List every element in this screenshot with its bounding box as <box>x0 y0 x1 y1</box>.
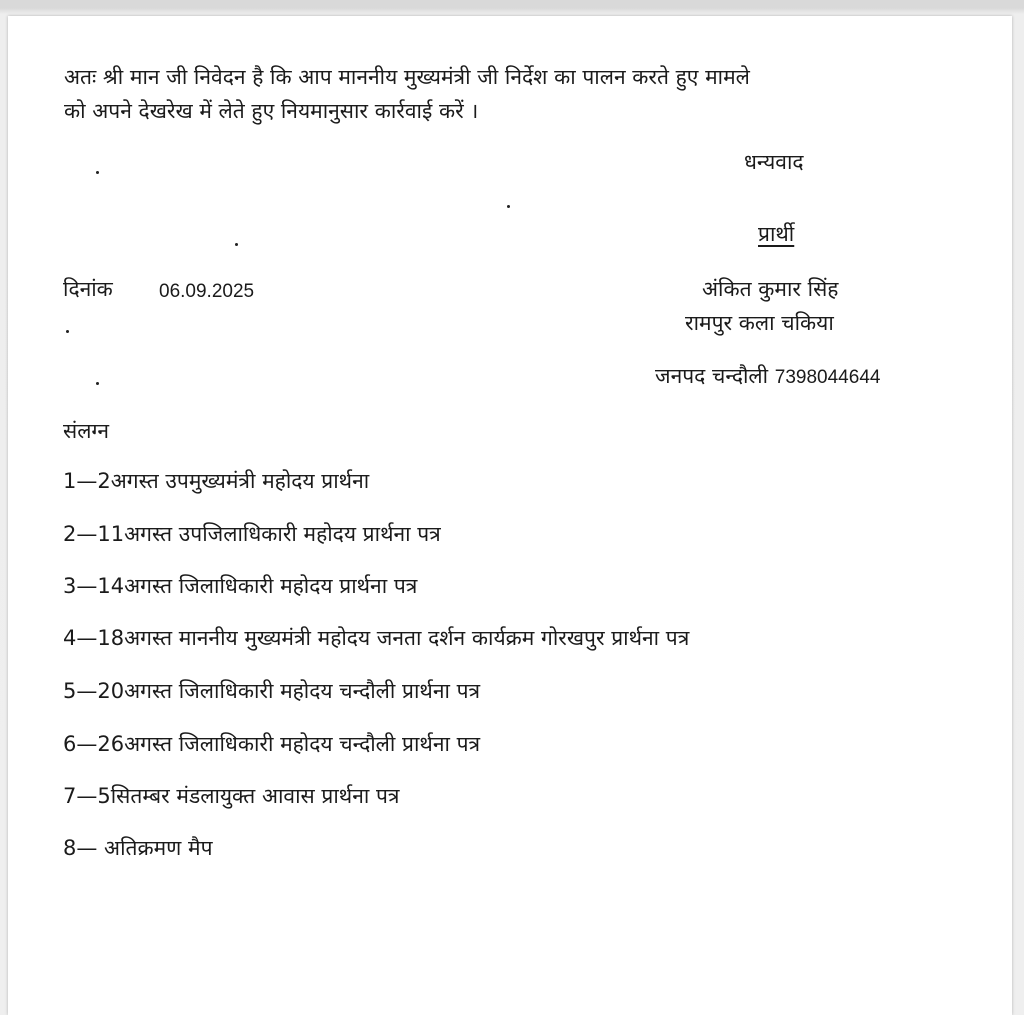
sender-name: अंकित कुमार सिंह <box>702 277 839 301</box>
date-value: 06.09.2025 <box>159 281 255 302</box>
attachment-item: 8— अतिक्रमण मैप <box>63 836 213 860</box>
attachment-item: 3—14अगस्त जिलाधिकारी महोदय प्रार्थना पत्र <box>63 574 418 598</box>
body-line-1: अतः श्री मान जी निवेदन है कि आप माननीय मुख्यमंत्री जी निर्देश का पालन करते हुए मामले <box>64 65 750 89</box>
attachment-item: 7—5सितम्बर मंडलायुक्त आवास प्रार्थना पत्र <box>63 784 400 808</box>
stray-dot <box>235 243 238 246</box>
attachment-item: 6—26अगस्त जिलाधिकारी महोदय चन्दौली प्रार्थना पत्र <box>63 732 481 756</box>
sender-district: जनपद चन्दौली <box>655 364 769 388</box>
letter-page <box>8 16 1012 1015</box>
date-label: दिनांक <box>63 277 113 301</box>
attachment-item: 5—20अगस्त जिलाधिकारी महोदय चन्दौली प्रार्थना पत्र <box>63 679 481 703</box>
stray-dot <box>96 382 99 385</box>
sender-phone: 7398044644 <box>774 367 881 388</box>
attachment-item: 4—18अगस्त माननीय मुख्यमंत्री महोदय जनता दर्शन कार्यक्रम गोरखपुर प्रार्थना पत्र <box>63 626 690 650</box>
body-line-2: को अपने देखरेख में लेते हुए नियमानुसार कार्रवाई करें । <box>64 99 479 123</box>
stray-dot <box>66 330 69 333</box>
stray-dot <box>507 205 510 208</box>
applicant-label: प्रार्थी <box>758 222 795 246</box>
sender-village: रामपुर कला चकिया <box>685 311 834 335</box>
attachments-heading: संलग्न <box>63 419 109 443</box>
thanks-text: धन्यवाद <box>744 150 804 174</box>
attachment-item: 1—2अगस्त उपमुख्यमंत्री महोदय प्रार्थना <box>63 469 370 493</box>
attachment-item: 2—11अगस्त उपजिलाधिकारी महोदय प्रार्थना पत्र <box>63 522 441 546</box>
sender-district-line <box>655 366 880 387</box>
stray-dot <box>96 171 99 174</box>
